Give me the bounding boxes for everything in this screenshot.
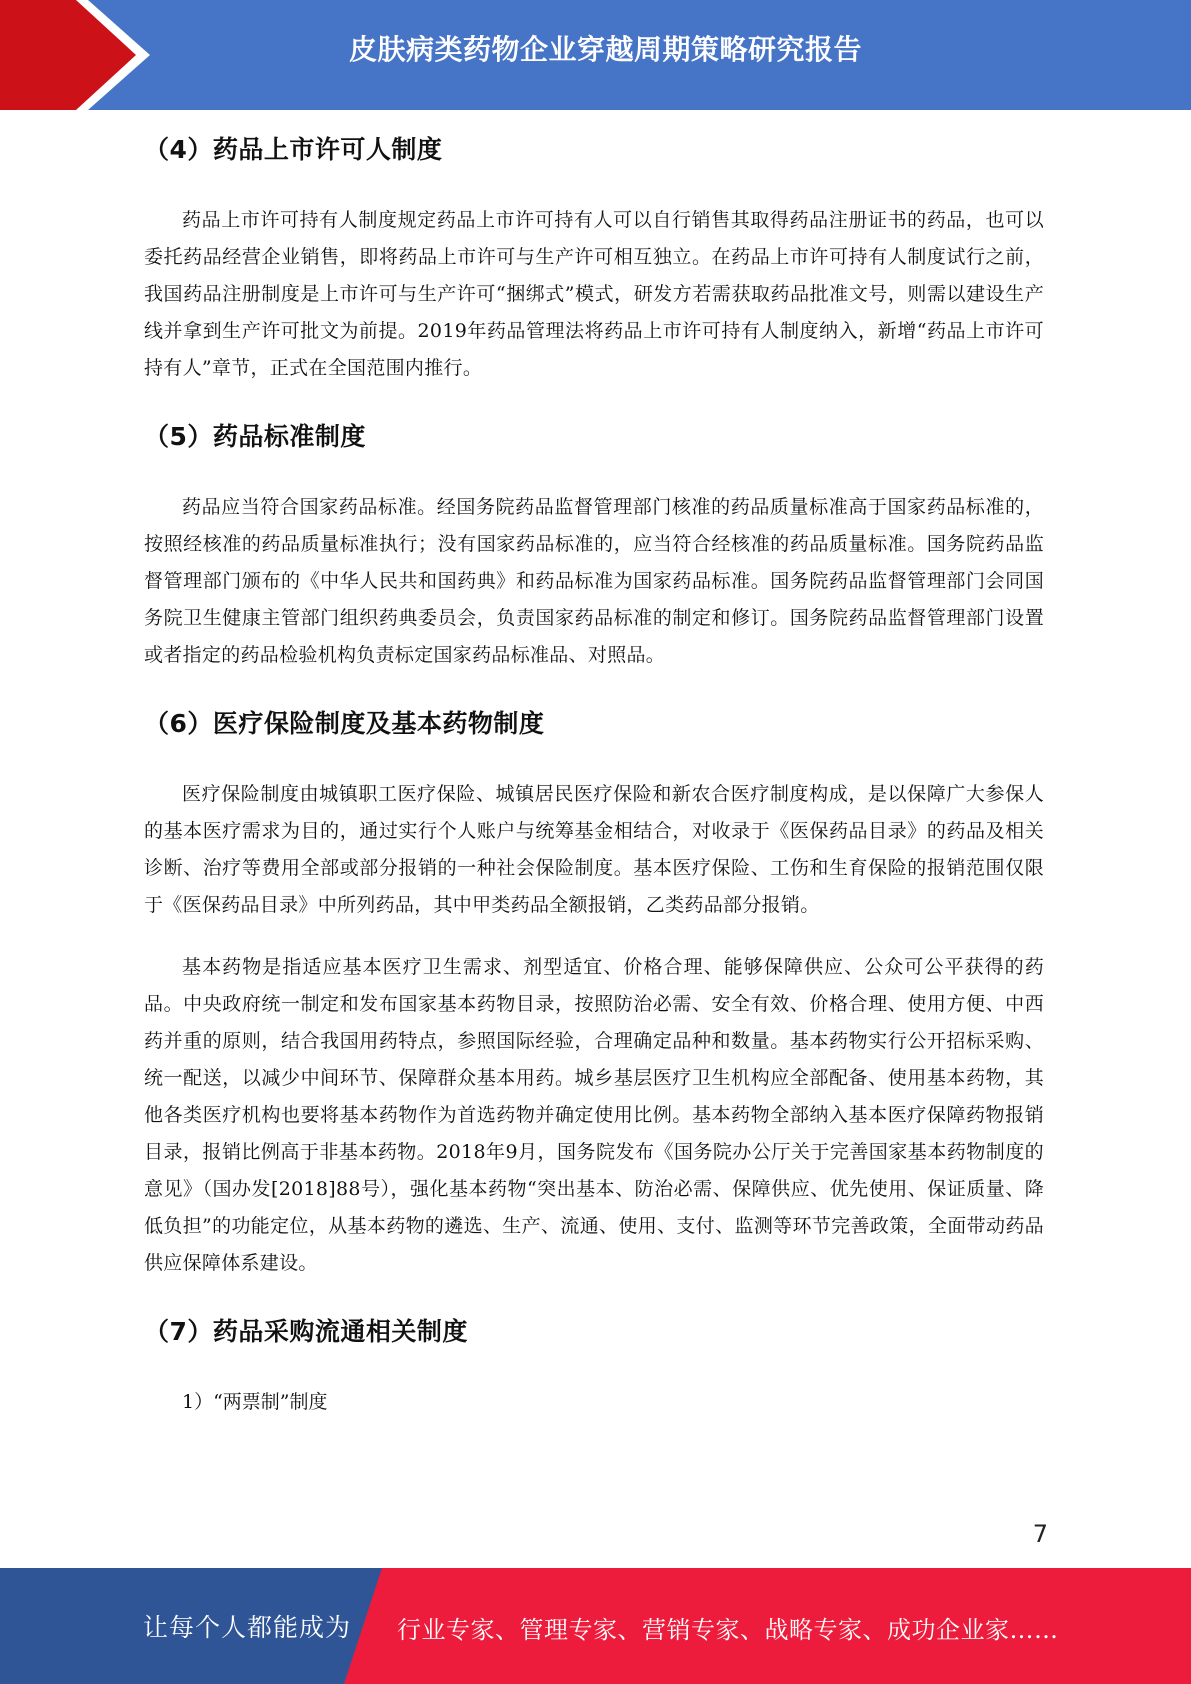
section-title-5: （5）药品标准制度 (144, 422, 366, 451)
section-7-sub-item: 1）“两票制”制度 (182, 1391, 328, 1413)
section-6-paragraph-1: 医疗保险制度由城镇职工医疗保险、城镇居民医疗保险和新农合医疗制度构成，是以保障广大参保人的基本医疗需求为目的，通过实行个人账户与统筹基金相结合，对收录于《医保药品目录》的药品及相关诊断、治疗等费用全部或部分报销的一种社会保险制度。基本医疗保险、工伤和生育保险的报销范围仅限于《医保药品目录》中所列药品，其中甲类药品全额报销，乙类药品部分报销。 (144, 783, 1044, 916)
section-title-7: （7）药品采购流通相关制度 (144, 1317, 468, 1346)
section-title-6: （6）医疗保险制度及基本药物制度 (144, 709, 545, 738)
section-6-paragraph-2: 基本药物是指适应基本医疗卫生需求、剂型适宜、价格合理、能够保障供应、公众可公平获得的药品。中央政府统一制定和发布国家基本药物目录，按照防治必需、安全有效、价格合理、使用方便、中西药并重的原则，结合我国用药特点，参照国际经验，合理确定品种和数量。基本药物实行公开招标采购、统一配送，以减少中间环节、保障群众基本用药。城乡基层医疗卫生机构应全部配备、使用基本药物，其他各类医疗机构也要将基本药物作为首选药物并确定使用比例。基本药物全部纳入基本医疗保障药物报销目录，报销比例高于非基本药物。2018年9月，国务院发布《国务院办公厅关于完善国家基本药物制度的意见》（国办发[2018]88号），强化基本药物“突出基本、防治必需、保障供应、优先使用、保证质量、降低负担”的功能定位，从基本药物的遴选、生产、流通、使用、支付、监测等环节完善政策，全面带动药品供应保障体系建设。 (144, 956, 1044, 1274)
section-5-paragraph: 药品应当符合国家药品标准。经国务院药品监督管理部门核准的药品质量标准高于国家药品标准的，按照经核准的药品质量标准执行；没有国家药品标准的，应当符合经核准的药品质量标准。国务院药品监督管理部门颁布的《中华人民共和国药典》和药品标准为国家药品标准。国务院药品监督管理部门会同国务院卫生健康主管部门组织药典委员会，负责国家药品标准的制定和修订。国务院药品监督管理部门设置或者指定的药品检验机构负责标定国家药品标准品、对照品。 (144, 496, 1044, 666)
report-title: 皮肤病类药物企业穿越周期策略研究报告 (348, 33, 862, 66)
footer-slogan-left: 让每个人都能成为 (143, 1613, 352, 1642)
section-title-4: （4）药品上市许可人制度 (144, 135, 443, 164)
section-4-paragraph: 药品上市许可持有人制度规定药品上市许可持有人可以自行销售其取得药品注册证书的药品，也可以委托药品经营企业销售，即将药品上市许可与生产许可相互独立。在药品上市许可持有人制度试行之前，我国药品注册制度是上市许可与生产许可“捆绑式”模式，研发方若需获取药品批准文号，则需以建设生产线并拿到生产许可批文为前提。2019年药品管理法将药品上市许可持有人制度纳入，新增“药品上市许可持有人”章节，正式在全国范围内推行。 (144, 209, 1044, 379)
page-number: 7 (1032, 1520, 1048, 1548)
footer-banner (0, 1568, 1191, 1684)
main-content (144, 130, 1044, 1421)
header-bar (0, 0, 1191, 110)
footer-slogan-right: 行业专家、管理专家、营销专家、战略专家、成功企业家…… (397, 1616, 1059, 1644)
